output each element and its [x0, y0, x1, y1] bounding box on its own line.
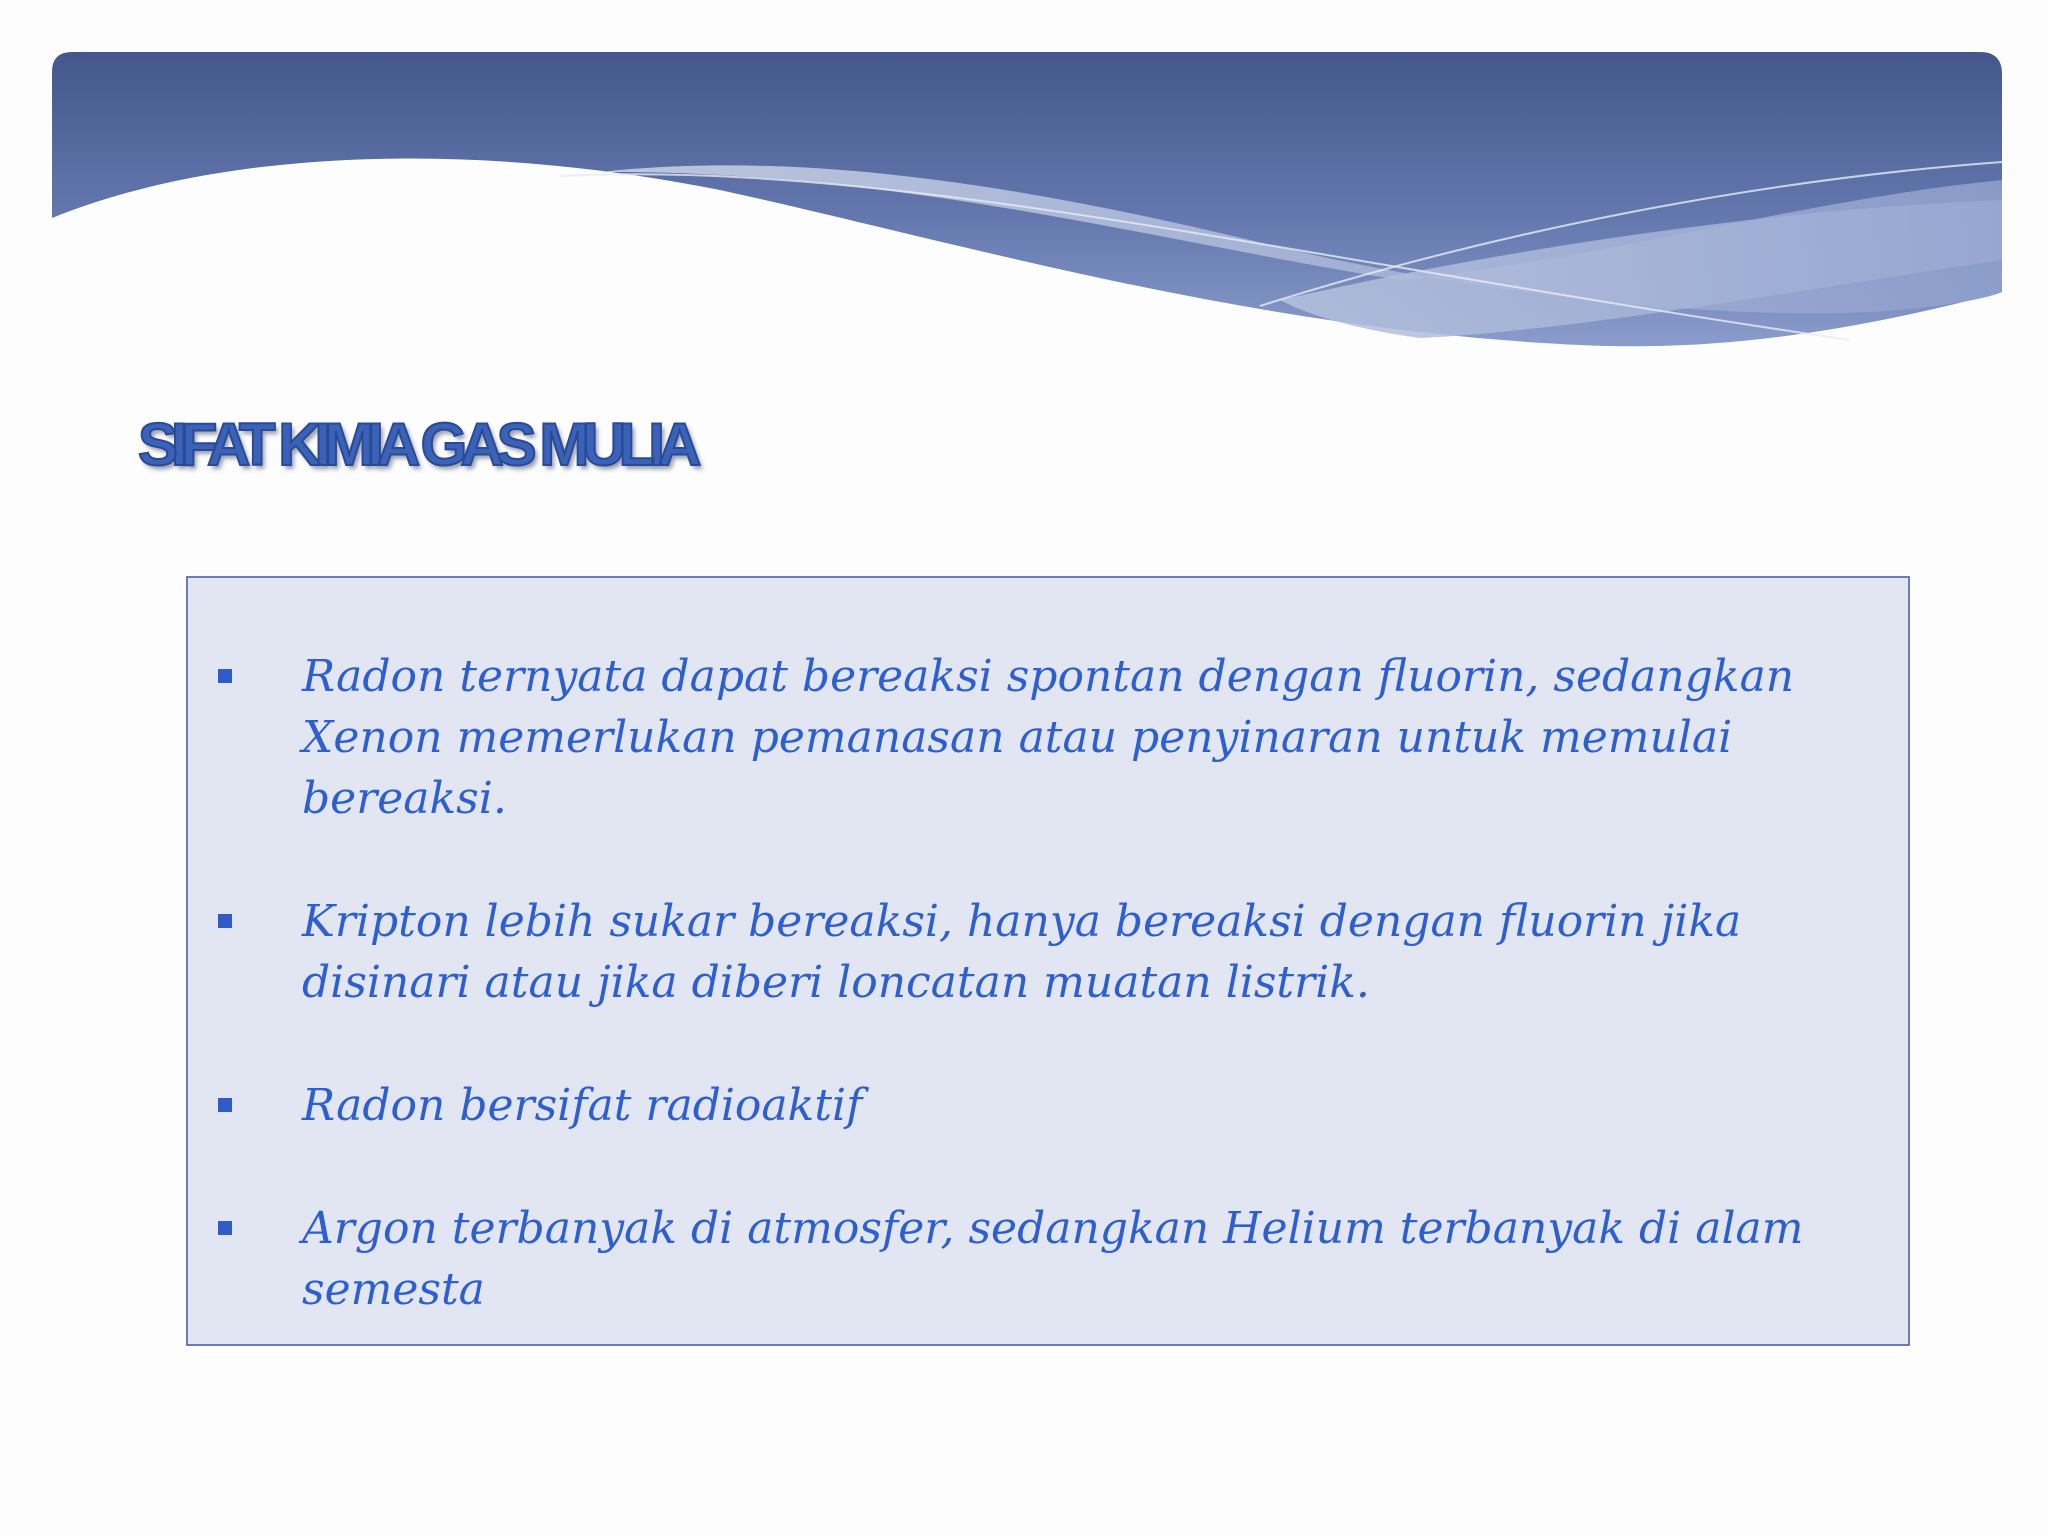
list-item-text: Argon terbanyak di atmosfer, sedangkan Helium terbanyak di alam semesta — [302, 1203, 1804, 1315]
list-item — [216, 1198, 1848, 1320]
bullet-list — [216, 646, 1848, 1320]
list-item — [216, 1075, 1848, 1136]
content-box — [186, 576, 1910, 1346]
list-item — [216, 646, 1848, 829]
square-bullet-icon — [218, 1098, 232, 1112]
square-bullet-icon — [218, 1221, 232, 1235]
list-item — [216, 891, 1848, 1013]
square-bullet-icon — [218, 669, 232, 683]
square-bullet-icon — [218, 914, 232, 928]
list-item-text: Radon bersifat radioaktif — [302, 1080, 863, 1131]
list-item-text: Kripton lebih sukar bereaksi, hanya bereaksi dengan fluorin jika disinari atau jika diberi loncatan muatan listrik. — [302, 896, 1742, 1008]
header-wave-decoration — [0, 0, 2048, 380]
list-item-text: Radon ternyata dapat bereaksi spontan dengan fluorin, sedangkan Xenon memerlukan pemanasan atau penyinaran untuk memulai bereaksi. — [302, 651, 1795, 824]
page-title: SIFAT KIMIA GAS MULIA — [138, 411, 695, 478]
